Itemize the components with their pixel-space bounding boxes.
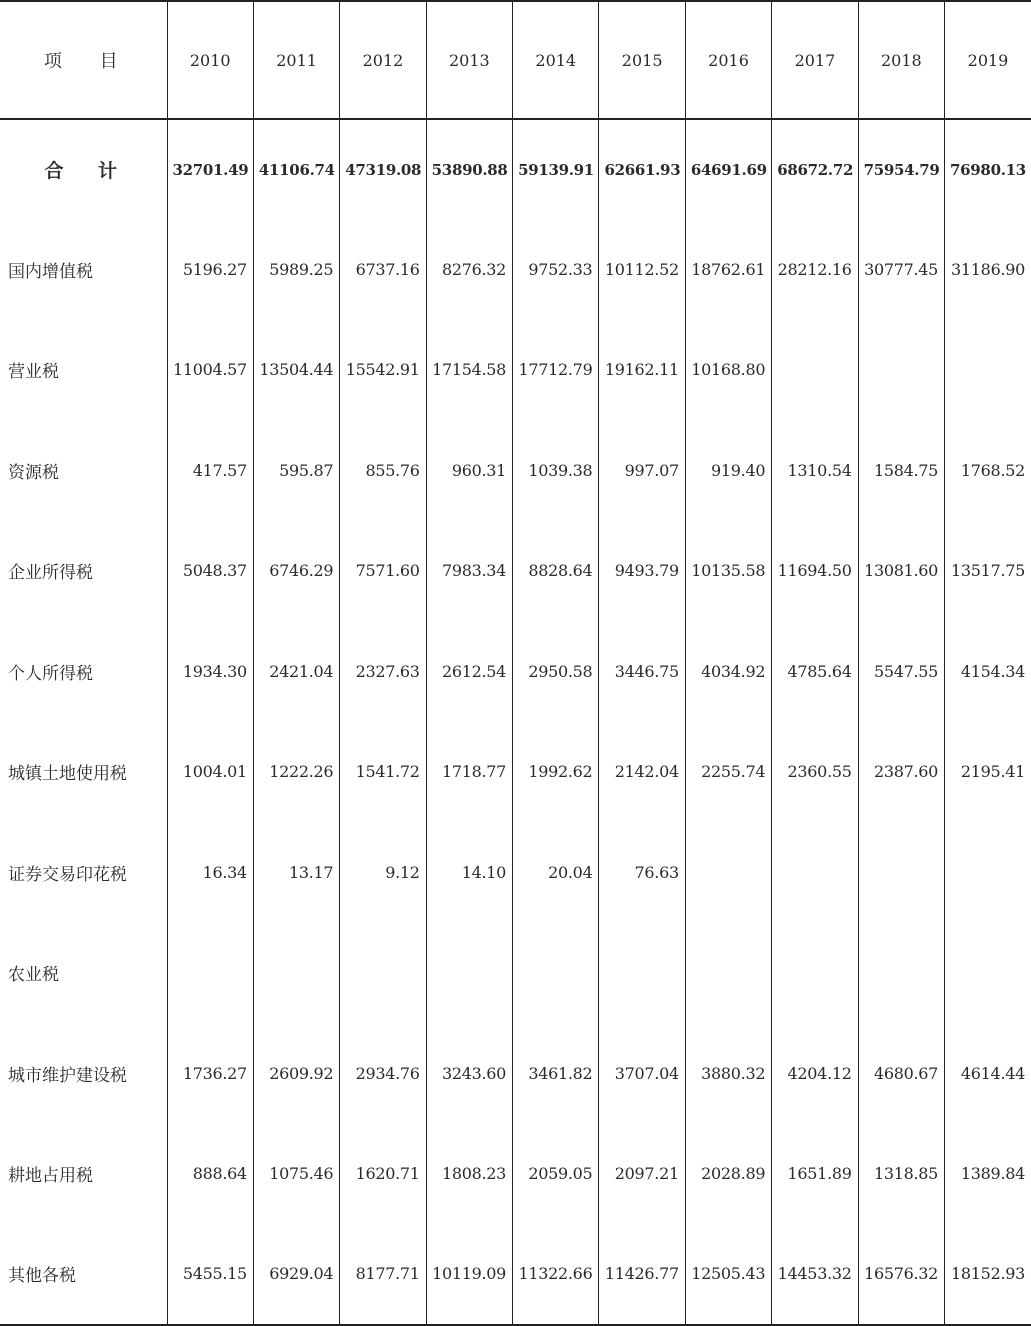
value-cell: 15542.91: [340, 320, 426, 421]
value-cell: 6737.16: [340, 219, 426, 320]
table-row: [0, 722, 1031, 823]
value-cell: 1620.71: [340, 1124, 426, 1225]
value-cell: 2387.60: [858, 722, 944, 823]
value-cell: 41106.74: [253, 119, 339, 219]
value-cell: 2421.04: [253, 621, 339, 722]
value-cell: 47319.08: [340, 119, 426, 219]
value-cell: [513, 923, 599, 1024]
value-cell: 18152.93: [945, 1224, 1031, 1325]
header-row: [0, 1, 1031, 119]
row-label: 营业税: [8, 362, 59, 383]
table-row: [0, 1224, 1031, 1325]
value-cell: 13517.75: [945, 521, 1031, 622]
value-cell: 2950.58: [513, 621, 599, 722]
item-column-header: 项 目: [0, 1, 167, 119]
value-cell: 5196.27: [167, 219, 253, 320]
value-cell: 595.87: [253, 420, 339, 521]
value-cell: 14453.32: [772, 1224, 858, 1325]
year-column-header: 2013: [426, 1, 512, 119]
value-cell: 2360.55: [772, 722, 858, 823]
value-cell: 1934.30: [167, 621, 253, 722]
value-cell: 8177.71: [340, 1224, 426, 1325]
value-cell: 12505.43: [685, 1224, 771, 1325]
value-cell: 13.17: [253, 822, 339, 923]
row-label: 合 计: [44, 160, 132, 182]
table-row: [0, 420, 1031, 521]
row-label: 耕地占用税: [8, 1166, 93, 1187]
value-cell: 3461.82: [513, 1023, 599, 1124]
value-cell: 2195.41: [945, 722, 1031, 823]
value-cell: 4785.64: [772, 621, 858, 722]
value-cell: 9752.33: [513, 219, 599, 320]
value-cell: 76.63: [599, 822, 685, 923]
value-cell: 4034.92: [685, 621, 771, 722]
value-cell: 68672.72: [772, 119, 858, 219]
value-cell: 10135.58: [685, 521, 771, 622]
value-cell: 1075.46: [253, 1124, 339, 1225]
year-column-header: 2010: [167, 1, 253, 119]
value-cell: 3880.32: [685, 1023, 771, 1124]
value-cell: 997.07: [599, 420, 685, 521]
value-cell: 1736.27: [167, 1023, 253, 1124]
value-cell: [426, 923, 512, 1024]
row-label: 城镇土地使用税: [8, 764, 127, 785]
value-cell: 2097.21: [599, 1124, 685, 1225]
value-cell: 75954.79: [858, 119, 944, 219]
value-cell: 1389.84: [945, 1124, 1031, 1225]
value-cell: 4204.12: [772, 1023, 858, 1124]
year-column-header: 2019: [945, 1, 1031, 119]
value-cell: 14.10: [426, 822, 512, 923]
value-cell: 6929.04: [253, 1224, 339, 1325]
value-cell: 2255.74: [685, 722, 771, 823]
value-cell: 2612.54: [426, 621, 512, 722]
value-cell: 11322.66: [513, 1224, 599, 1325]
value-cell: 13504.44: [253, 320, 339, 421]
value-cell: 1992.62: [513, 722, 599, 823]
value-cell: 2609.92: [253, 1023, 339, 1124]
value-cell: 10112.52: [599, 219, 685, 320]
value-cell: 2934.76: [340, 1023, 426, 1124]
table-row: [0, 1124, 1031, 1225]
value-cell: 1310.54: [772, 420, 858, 521]
table-row: [0, 521, 1031, 622]
year-column-header: 2014: [513, 1, 599, 119]
year-column-header: 2015: [599, 1, 685, 119]
value-cell: 1541.72: [340, 722, 426, 823]
value-cell: 5989.25: [253, 219, 339, 320]
table-body: [0, 119, 1031, 1325]
value-cell: 2028.89: [685, 1124, 771, 1225]
table-row: [0, 822, 1031, 923]
value-cell: 28212.16: [772, 219, 858, 320]
value-cell: 4614.44: [945, 1023, 1031, 1124]
value-cell: 76980.13: [945, 119, 1031, 219]
row-label: 国内增值税: [8, 261, 93, 282]
value-cell: 7983.34: [426, 521, 512, 622]
value-cell: [340, 923, 426, 1024]
table-row: [0, 1023, 1031, 1124]
value-cell: 13081.60: [858, 521, 944, 622]
value-cell: 1004.01: [167, 722, 253, 823]
value-cell: [945, 923, 1031, 1024]
value-cell: 17712.79: [513, 320, 599, 421]
value-cell: 5048.37: [167, 521, 253, 622]
value-cell: [858, 923, 944, 1024]
value-cell: 2327.63: [340, 621, 426, 722]
value-cell: 8276.32: [426, 219, 512, 320]
value-cell: 30777.45: [858, 219, 944, 320]
value-cell: 1768.52: [945, 420, 1031, 521]
value-cell: 5455.15: [167, 1224, 253, 1325]
value-cell: [253, 923, 339, 1024]
row-label: 其他各税: [0, 1224, 167, 1325]
value-cell: [599, 923, 685, 1024]
year-column-header: 2016: [685, 1, 771, 119]
value-cell: 10168.80: [685, 320, 771, 421]
year-column-header: 2018: [858, 1, 944, 119]
value-cell: 4154.34: [945, 621, 1031, 722]
value-cell: [945, 822, 1031, 923]
value-cell: [772, 923, 858, 1024]
value-cell: 919.40: [685, 420, 771, 521]
value-cell: 17154.58: [426, 320, 512, 421]
value-cell: 59139.91: [513, 119, 599, 219]
value-cell: 31186.90: [945, 219, 1031, 320]
value-cell: 11004.57: [167, 320, 253, 421]
value-cell: [858, 822, 944, 923]
year-column-header: 2017: [772, 1, 858, 119]
value-cell: 1718.77: [426, 722, 512, 823]
value-cell: 53890.88: [426, 119, 512, 219]
value-cell: [772, 822, 858, 923]
value-cell: 3446.75: [599, 621, 685, 722]
value-cell: [685, 822, 771, 923]
value-cell: 417.57: [167, 420, 253, 521]
value-cell: 16576.32: [858, 1224, 944, 1325]
table-row: [0, 320, 1031, 421]
value-cell: 62661.93: [599, 119, 685, 219]
value-cell: 10119.09: [426, 1224, 512, 1325]
value-cell: 1584.75: [858, 420, 944, 521]
value-cell: 2142.04: [599, 722, 685, 823]
year-column-header: 2011: [253, 1, 339, 119]
value-cell: 960.31: [426, 420, 512, 521]
value-cell: 1318.85: [858, 1124, 944, 1225]
value-cell: 855.76: [340, 420, 426, 521]
value-cell: 8828.64: [513, 521, 599, 622]
value-cell: 19162.11: [599, 320, 685, 421]
value-cell: 888.64: [167, 1124, 253, 1225]
value-cell: 20.04: [513, 822, 599, 923]
value-cell: 3243.60: [426, 1023, 512, 1124]
value-cell: [167, 923, 253, 1024]
value-cell: 1651.89: [772, 1124, 858, 1225]
value-cell: 11426.77: [599, 1224, 685, 1325]
value-cell: [858, 320, 944, 421]
year-column-header: 2012: [340, 1, 426, 119]
row-label: 个人所得税: [8, 663, 93, 684]
value-cell: 18762.61: [685, 219, 771, 320]
total-row: [0, 119, 1031, 219]
value-cell: 1039.38: [513, 420, 599, 521]
row-label: 农业税: [8, 965, 59, 986]
value-cell: 11694.50: [772, 521, 858, 622]
table-row: [0, 923, 1031, 1024]
row-label: 城市维护建设税: [8, 1065, 127, 1086]
value-cell: 16.34: [167, 822, 253, 923]
value-cell: 1808.23: [426, 1124, 512, 1225]
value-cell: 9.12: [340, 822, 426, 923]
table-row: [0, 219, 1031, 320]
row-label: 资源税: [8, 462, 59, 483]
value-cell: 4680.67: [858, 1023, 944, 1124]
value-cell: 9493.79: [599, 521, 685, 622]
value-cell: 3707.04: [599, 1023, 685, 1124]
value-cell: 7571.60: [340, 521, 426, 622]
table-row: [0, 621, 1031, 722]
value-cell: 64691.69: [685, 119, 771, 219]
value-cell: 6746.29: [253, 521, 339, 622]
row-label: 证券交易印花税: [8, 864, 127, 885]
value-cell: 32701.49: [167, 119, 253, 219]
value-cell: 5547.55: [858, 621, 944, 722]
value-cell: 2059.05: [513, 1124, 599, 1225]
value-cell: [685, 923, 771, 1024]
value-cell: [945, 320, 1031, 421]
value-cell: 1222.26: [253, 722, 339, 823]
row-label: 企业所得税: [8, 563, 93, 584]
value-cell: [772, 320, 858, 421]
